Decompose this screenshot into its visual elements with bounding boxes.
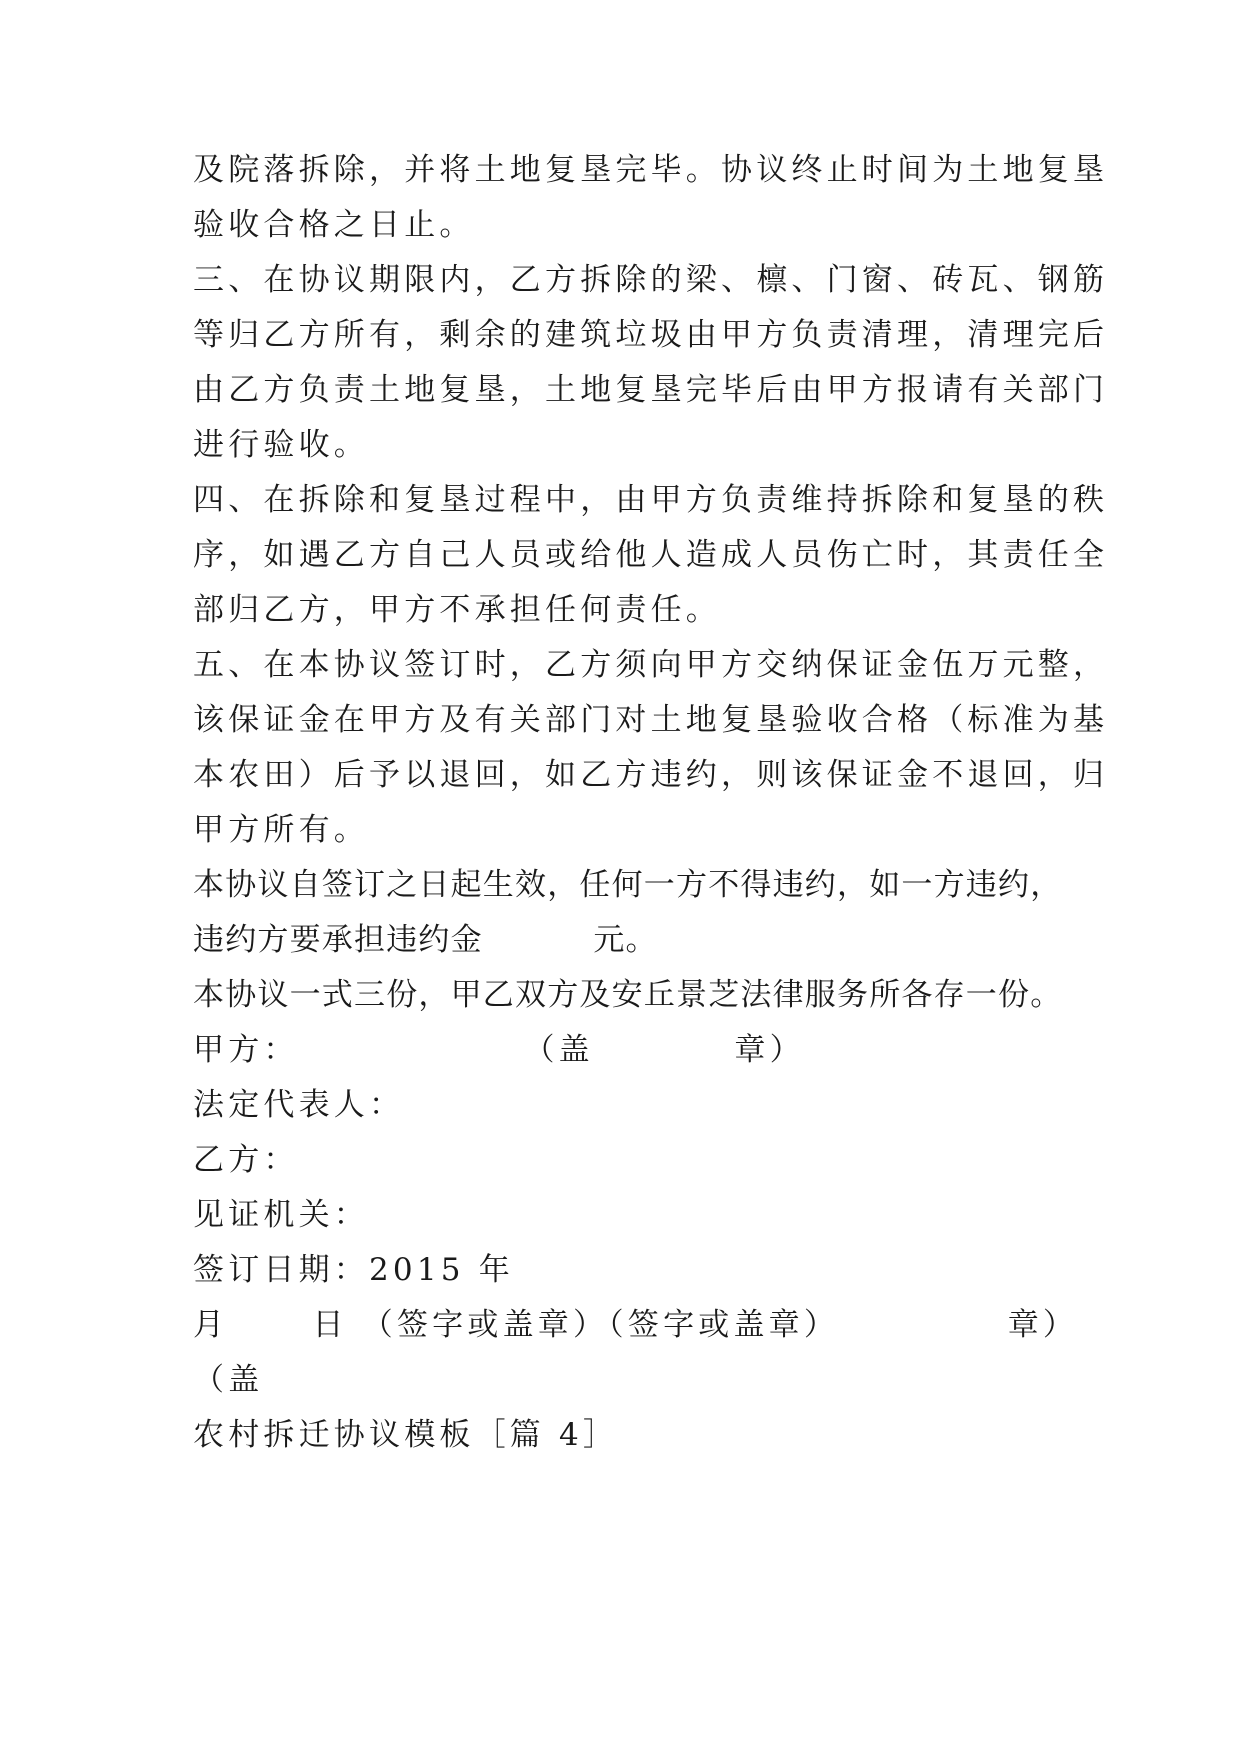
copies-line: 本协议一式三份，甲乙双方及安丘景芝法律服务所各存一份。 bbox=[193, 977, 1063, 1013]
party-b-line: 乙方： bbox=[193, 1142, 299, 1178]
seal-line: （盖 bbox=[193, 1362, 264, 1398]
clause-3-line-4: 进行验收。 bbox=[193, 427, 369, 463]
body-line-2: 验收合格之日止。 bbox=[193, 207, 475, 243]
party-a-line: 甲方： （盖 章） bbox=[193, 1032, 805, 1068]
clause-3-line-1: 三、在协议期限内，乙方拆除的梁、檩、门窗、砖瓦、钢筋 bbox=[193, 262, 1109, 298]
effective-line-2: 违约方要承担违约金 元。 bbox=[193, 922, 658, 958]
clause-5-line-2: 该保证金在甲方及有关部门对土地复垦验收合格（标准为基 bbox=[193, 702, 1109, 738]
clause-5-line-3: 本农田）后予以退回，如乙方违约，则该保证金不退回，归 bbox=[193, 757, 1109, 793]
clause-5-line-1: 五、在本协议签订时，乙方须向甲方交纳保证金伍万元整， bbox=[193, 647, 1109, 683]
clause-4-line-1: 四、在拆除和复垦过程中，由甲方负责维持拆除和复垦的秩 bbox=[193, 482, 1109, 518]
legal-rep-line: 法定代表人： bbox=[193, 1087, 405, 1123]
effective-line-1: 本协议自签订之日起生效，任何一方不得违约，如一方违约， bbox=[193, 867, 1063, 903]
sign-row-line: 月 日 （签字或盖章）（签字或盖章） 章） bbox=[193, 1307, 1079, 1343]
sign-date-line: 签订日期：2015 年 bbox=[193, 1252, 514, 1288]
clause-4-line-3: 部归乙方，甲方不承担任何责任。 bbox=[193, 592, 721, 628]
witness-line: 见证机关： bbox=[193, 1197, 369, 1233]
clause-3-line-3: 由乙方负责土地复垦，土地复垦完毕后由甲方报请有关部门 bbox=[193, 372, 1109, 408]
clause-5-line-4: 甲方所有。 bbox=[193, 812, 369, 848]
body-line-1: 及院落拆除，并将土地复垦完毕。协议终止时间为土地复垦 bbox=[193, 152, 1109, 188]
clause-3-line-2: 等归乙方所有，剩余的建筑垃圾由甲方负责清理，清理完后 bbox=[193, 317, 1109, 353]
clause-4-line-2: 序，如遇乙方自己人员或给他人造成人员伤亡时，其责任全 bbox=[193, 537, 1109, 573]
section-heading: 农村拆迁协议模板［篇 4］ bbox=[193, 1417, 619, 1453]
